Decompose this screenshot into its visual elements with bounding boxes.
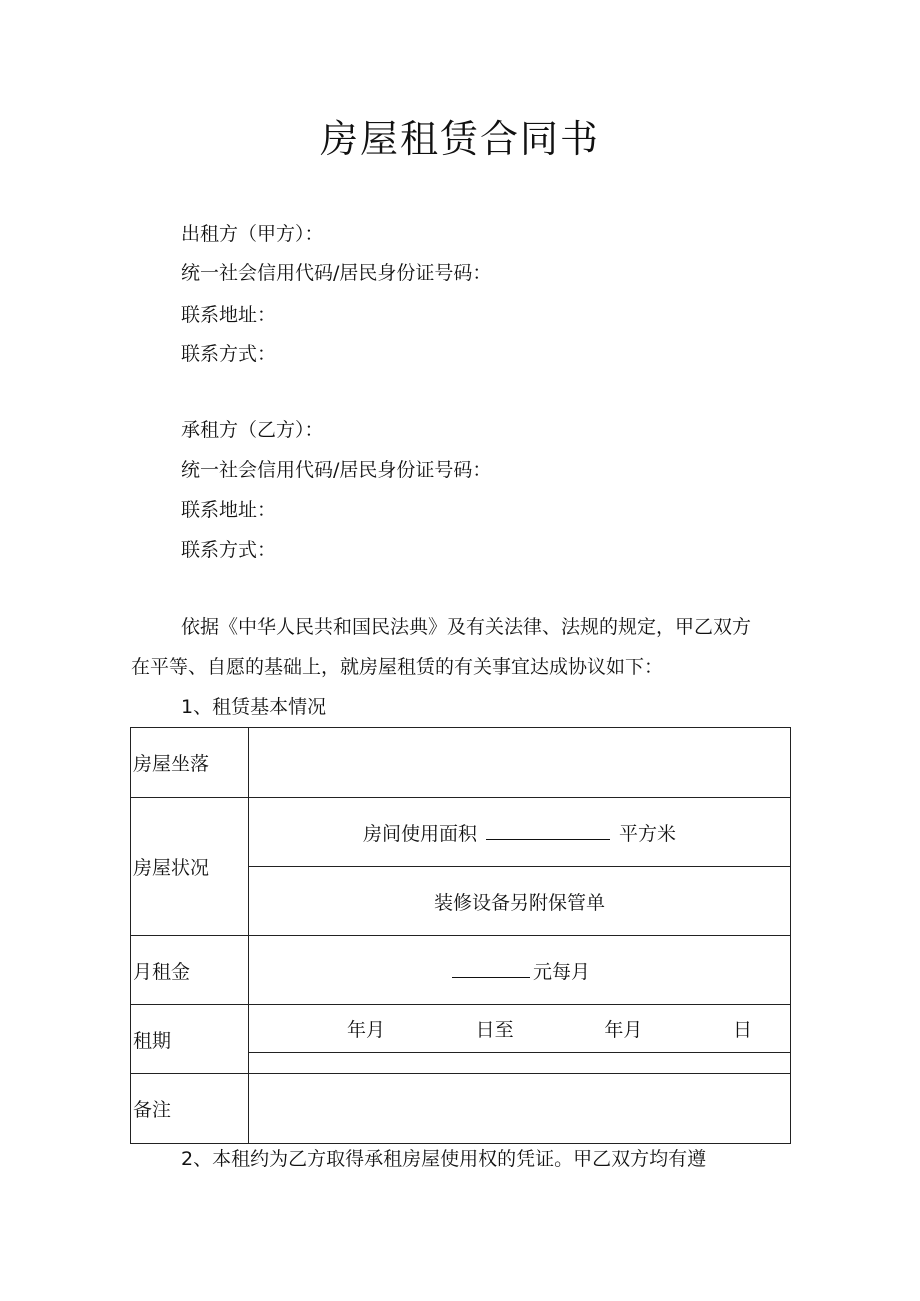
- party-a-id-label: 统一社会信用代码/居民身份证号码：: [181, 262, 492, 284]
- table-row-rent: [131, 936, 791, 1005]
- status-label: 房屋状况: [131, 798, 249, 936]
- party-a-address-label: 联系地址：: [181, 304, 277, 326]
- party-b-address-label: 联系地址：: [181, 499, 277, 521]
- rental-info-table: [130, 727, 791, 1144]
- decoration-note: 装修设备另附保管单: [249, 867, 791, 936]
- remarks-label: 备注: [131, 1074, 249, 1144]
- rent-label: 月租金: [131, 936, 249, 1005]
- section-1-heading: 1、租赁基本情况: [181, 696, 327, 718]
- rent-unit: 元每月: [532, 960, 590, 983]
- term-start-day-to: 日至: [475, 1019, 514, 1041]
- term-start-year-month: 年月: [347, 1019, 386, 1041]
- rent-cell: [249, 936, 791, 1005]
- party-b-id-label: 统一社会信用代码/居民身份证号码：: [181, 459, 492, 481]
- term-end-year-month: 年月: [604, 1019, 643, 1041]
- party-a-contact-label: 联系方式：: [181, 343, 277, 365]
- location-value-cell[interactable]: [249, 728, 791, 798]
- table-row-term: [131, 1005, 791, 1053]
- section-2-text: 2、本租约为乙方取得承租房屋使用权的凭证。甲乙双方均有遵: [181, 1148, 707, 1170]
- party-b-name-label: 承租方（乙方）：: [181, 419, 324, 441]
- area-prefix: 房间使用面积: [362, 822, 477, 845]
- intro-line-2: 在平等、自愿的基础上，就房屋租赁的有关事宜达成协议如下：: [131, 656, 664, 678]
- table-row-remarks: [131, 1074, 791, 1144]
- table-row-status-area: [131, 798, 791, 867]
- document-title: 房屋租赁合同书: [319, 117, 600, 161]
- remarks-value-cell[interactable]: [249, 1074, 791, 1144]
- term-extra-cell[interactable]: [249, 1053, 791, 1074]
- area-cell: [249, 798, 791, 867]
- intro-line-1: 依据《中华人民共和国民法典》及有关法律、法规的规定，甲乙双方: [181, 616, 752, 638]
- term-end-day: 日: [732, 1019, 752, 1041]
- term-cell: [249, 1005, 791, 1053]
- party-b-contact-label: 联系方式：: [181, 539, 277, 561]
- party-a-name-label: 出租方（甲方）：: [181, 223, 324, 245]
- rent-blank[interactable]: [452, 976, 530, 978]
- location-label: 房屋坐落: [131, 728, 249, 798]
- term-label: 租期: [131, 1005, 249, 1074]
- area-unit: 平方米: [619, 822, 677, 845]
- area-blank[interactable]: [486, 838, 610, 840]
- table-row-location: [131, 728, 791, 798]
